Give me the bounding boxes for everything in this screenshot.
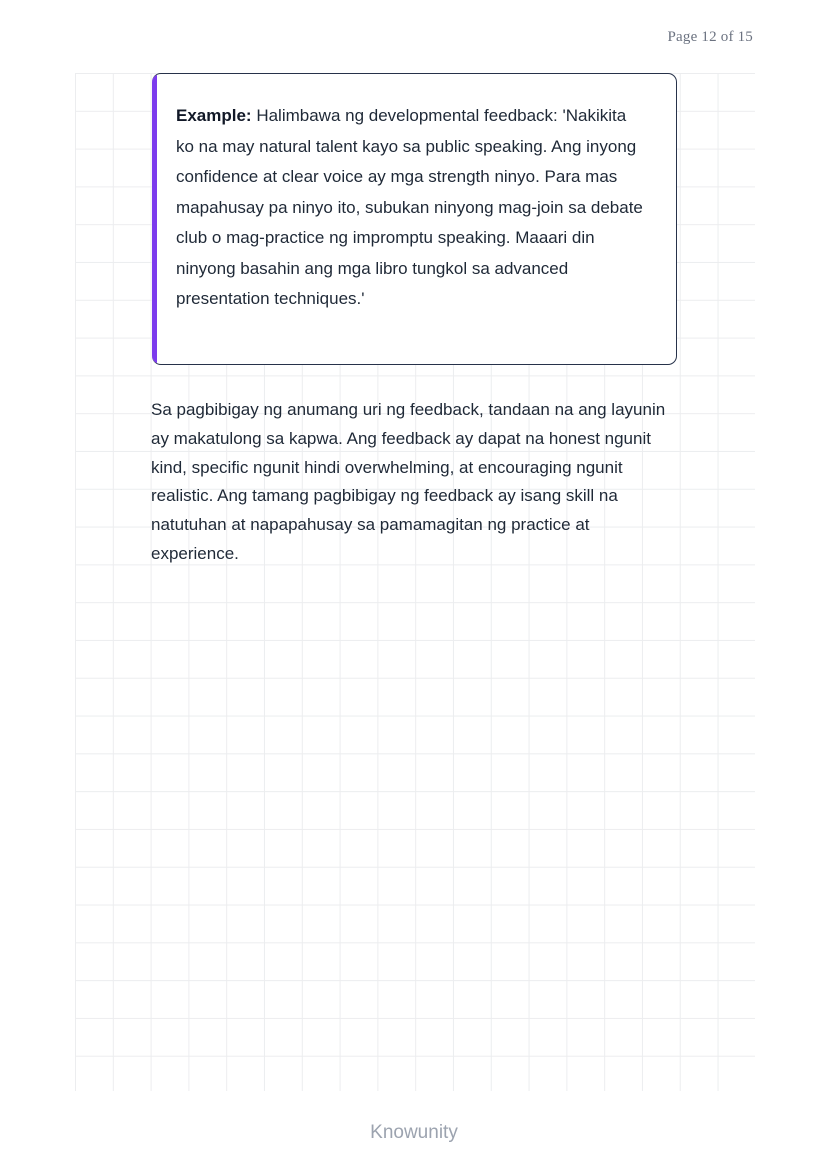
purple-accent-bar xyxy=(152,74,157,364)
body-paragraph: Sa pagbibigay ng anumang uri ng feedback, tandaan na ang layunin ay makatulong sa kapwa. Ang feedback ay dapat na honest ngunit kind, specific ngunit hindi overwhelming, at encouraging ngunit realistic. Ang tamang pagbibigay ng feedback ay isang skill na natutuhan at napapahusay sa pamamagitan ng practice at experience. xyxy=(151,400,666,563)
page-indicator: Page 12 of 15 xyxy=(667,29,753,45)
example-body-text: Halimbawa ng developmental feedback: 'Nakikita ko na may natural talent kayo sa public speaking. Ang inyong confidence at clear voice ay mga strength ninyo. Para mas mapahusay pa ninyo ito, subukan ninyong mag-join sa debate club o mag-practice ng impromptu speaking. Maaari din ninyong basahin ang mga libro tungkol sa advanced presentation techniques.' xyxy=(176,106,643,308)
example-text xyxy=(152,74,676,345)
example-label: Example: xyxy=(176,106,252,125)
example-callout-box xyxy=(152,73,677,365)
footer-brand: Knowunity xyxy=(370,1122,458,1143)
